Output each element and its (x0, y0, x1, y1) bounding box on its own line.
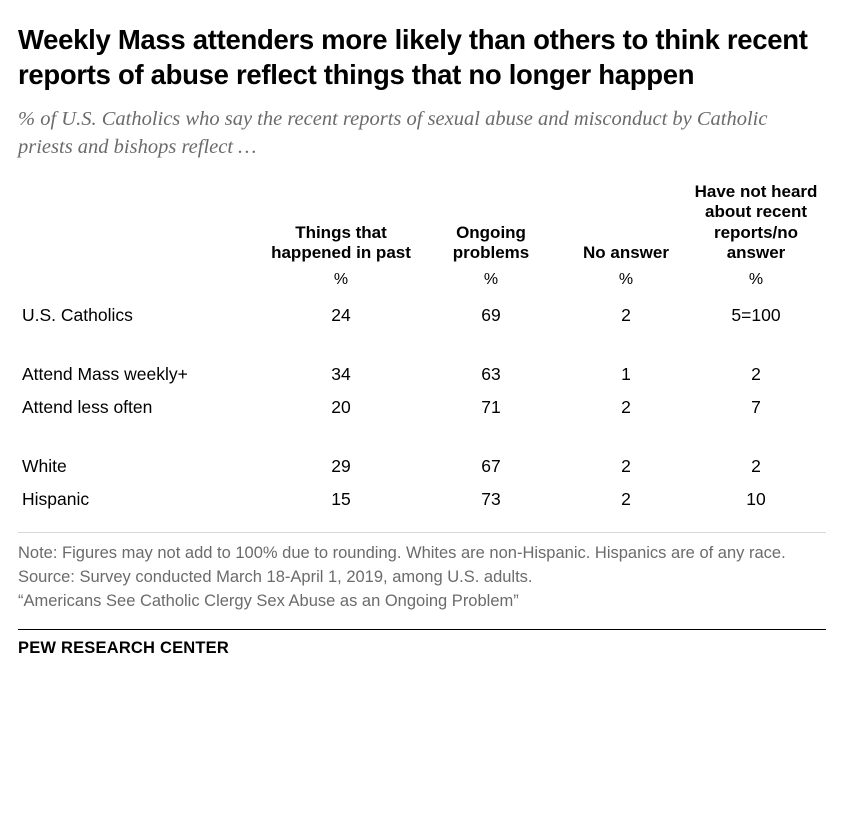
column-header-no-answer: No answer (583, 242, 669, 262)
cell-value: 2 (751, 456, 761, 477)
note-text: Note: Figures may not add to 100% due to rounding. Whites are non-Hispanic. Hispanics are of any race. (18, 544, 786, 563)
cell-value: 20 (331, 397, 351, 418)
cell-value: 24 (331, 305, 351, 326)
row-spacer (18, 332, 826, 358)
cell-value: 63 (481, 364, 501, 385)
cell-value: 15 (331, 489, 351, 510)
row-label: Hispanic (22, 489, 90, 510)
table-row (18, 299, 826, 332)
cell-value: 69 (481, 305, 501, 326)
column-header-blank (18, 182, 266, 270)
notes-block (18, 532, 826, 612)
cell-value: 2 (621, 397, 631, 418)
brand-label: PEW RESEARCH CENTER (18, 638, 229, 657)
table-row (18, 391, 826, 424)
column-header-not-heard: Have not heard about recent reports/no answer (694, 181, 818, 262)
data-table (18, 182, 826, 517)
table-row (18, 450, 826, 483)
cell-value: 10 (746, 489, 766, 510)
cell-value: 67 (481, 456, 501, 477)
column-header-ongoing: Ongoing problems (452, 222, 530, 262)
table-row (18, 358, 826, 391)
cell-value: 1 (621, 364, 631, 385)
cell-value: 7 (751, 397, 761, 418)
page-title: Weekly Mass attenders more likely than others to think recent reports of abuse reflect things that no longer happen (18, 24, 808, 91)
table-header-row (18, 182, 826, 270)
cell-value: 73 (481, 489, 501, 510)
table-row (18, 483, 826, 516)
unit-no-answer: % (618, 271, 634, 289)
cell-value: 2 (621, 489, 631, 510)
row-label: White (22, 456, 67, 477)
report-title: “Americans See Catholic Clergy Sex Abuse as an Ongoing Problem” (18, 591, 519, 610)
chart-subtitle: % of U.S. Catholics who say the recent reports of sexual abuse and misconduct by Catholic priests and bishops reflect … (18, 108, 768, 159)
cell-value: 29 (331, 456, 351, 477)
column-header-past: Things that happened in past (271, 222, 411, 262)
footer (18, 629, 826, 658)
cell-value: 34 (331, 364, 351, 385)
row-label: Attend less often (22, 397, 153, 418)
cell-value: 2 (621, 305, 631, 326)
row-spacer (18, 424, 826, 450)
cell-value: 71 (481, 397, 501, 418)
source-text: Source: Survey conducted March 18-April 1, 2019, among U.S. adults. (18, 568, 533, 587)
cell-value: 2 (621, 456, 631, 477)
unit-past: % (333, 271, 349, 289)
unit-ongoing: % (483, 271, 499, 289)
table-unit-row (18, 269, 826, 299)
cell-value: 5=100 (731, 305, 781, 326)
cell-value: 2 (751, 364, 761, 385)
unit-not-heard: % (748, 271, 764, 289)
row-label: U.S. Catholics (22, 305, 133, 326)
row-label: Attend Mass weekly+ (22, 364, 188, 385)
unit-blank (18, 269, 266, 299)
